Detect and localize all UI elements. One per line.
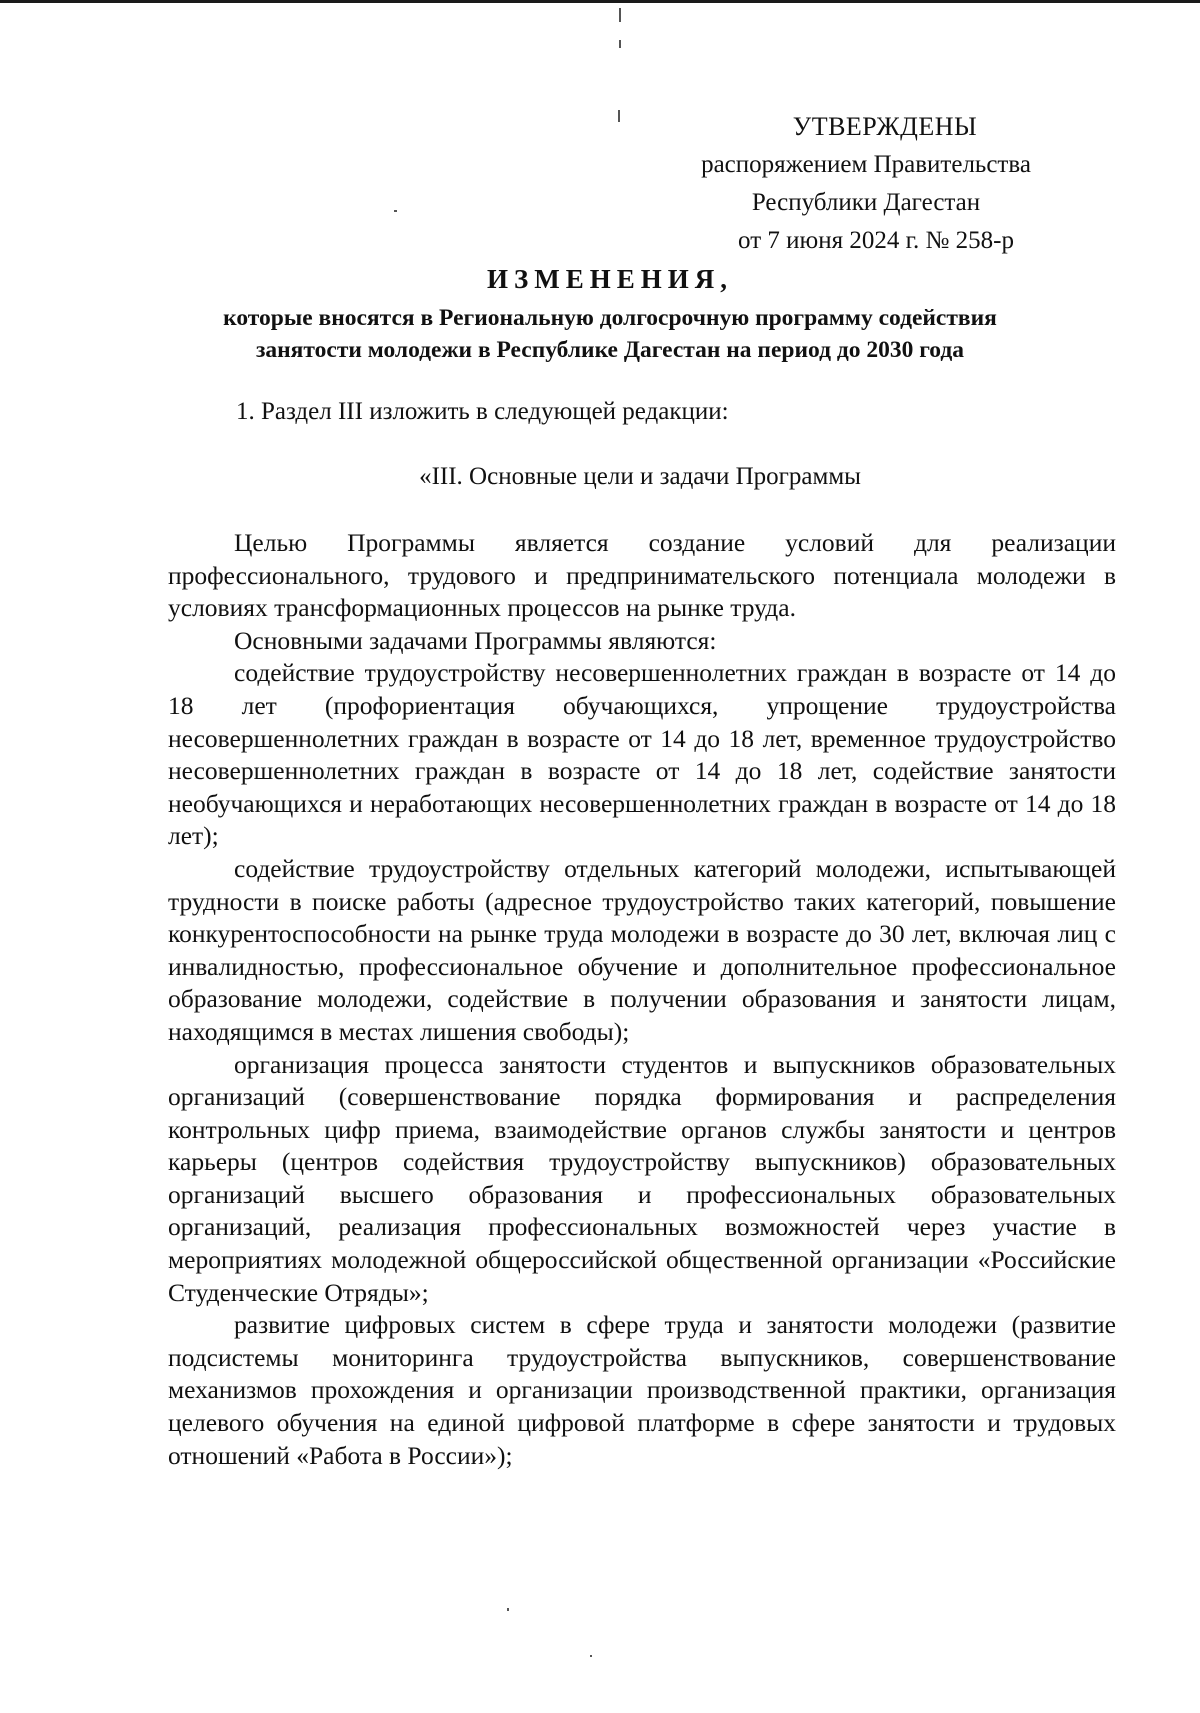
approval-line-1: распоряжением Правительства	[701, 151, 1031, 178]
paragraph-task-digital: развитие цифровых систем в сфере труда и занятости молодежи (развитие подсистемы мониторинга трудоустройства выпускников, совершенствование механизмов прохождения и организации производственной практики, организация целевого обучения на единой цифровой платформе в сфере занятости и трудовых отношений «Работа в России»);	[168, 1310, 1116, 1470]
paragraph-tasks-intro: Основными задачами Программы являются:	[234, 625, 717, 655]
document-subtitle-line-1: которые вносятся в Региональную долгосрочную программу содействия	[223, 305, 997, 331]
paragraph-task-youth-categories: содействие трудоустройству отдельных категорий молодежи, испытывающей трудности в поиске работы (адресное трудоустройство таких категорий, повышение конкурентоспособности на рынке труда молодежи в возрасте до 30 лет, включая лиц с инвалидностью, профессиональное обучение и дополнительное профессиональное образование молодежи, содействие в получении образования и занятости лицам, находящимся в местах лишения свободы);	[168, 853, 1116, 1046]
approval-title: УТВЕРЖДЕНЫ	[792, 112, 978, 141]
document-title: ИЗМЕНЕНИЯ,	[486, 264, 733, 294]
approval-stamp-block	[656, 108, 1076, 260]
scan-speck	[507, 1608, 509, 1611]
paragraph-task-minors: содействие трудоустройству несовершеннолетних граждан в возрасте от 14 до 18 лет (профориентация обучающихся, упрощение трудоустройства несовершеннолетних граждан в возрасте от 14 до 18 лет, временное трудоустройство несовершеннолетних граждан в возрасте от 14 до 18 лет, содействие занятости необучающихся и неработающих несовершеннолетних граждан в возрасте от 14 до 18 лет);	[168, 658, 1116, 851]
document-subtitle	[140, 302, 1080, 366]
section-body	[168, 527, 1116, 1472]
scan-speck	[618, 110, 620, 122]
scan-speck	[619, 8, 621, 22]
paragraph-goal: Целью Программы является создание условий для реализации профессионального, трудового и предпринимательского потенциала молодежи в условиях трансформационных процессов на рынке труда.	[168, 528, 1116, 623]
section-title: «III. Основные цели и задачи Программы	[419, 463, 861, 490]
document-subtitle-line-2: занятости молодежи в Республике Дагестан на период до 2030 года	[255, 337, 965, 363]
approval-date: от 7 июня 2024 г. № 258-р	[738, 227, 1014, 254]
paragraph-task-students: организация процесса занятости студентов и выпускников образовательных организаций (совершенствование порядка формирования и распределения контрольных цифр приема, взаимодействие органов службы занятости и центров карьеры (центров содействия трудоустройству выпускников) образовательных организаций высшего образования и профессиональных образовательных организаций, реализация профессиональных возможностей через участие в мероприятиях молодежной общероссийской общественной организации «Российские Студенческие Отряды»;	[168, 1049, 1116, 1307]
scan-speck	[590, 1655, 592, 1657]
approval-line-2: Республики Дагестан	[751, 189, 981, 216]
scan-top-edge	[0, 0, 1200, 3]
scan-speck	[619, 40, 621, 48]
amendment-instruction: 1. Раздел III изложить в следующей редакции:	[236, 398, 729, 425]
scan-speck	[394, 210, 397, 212]
